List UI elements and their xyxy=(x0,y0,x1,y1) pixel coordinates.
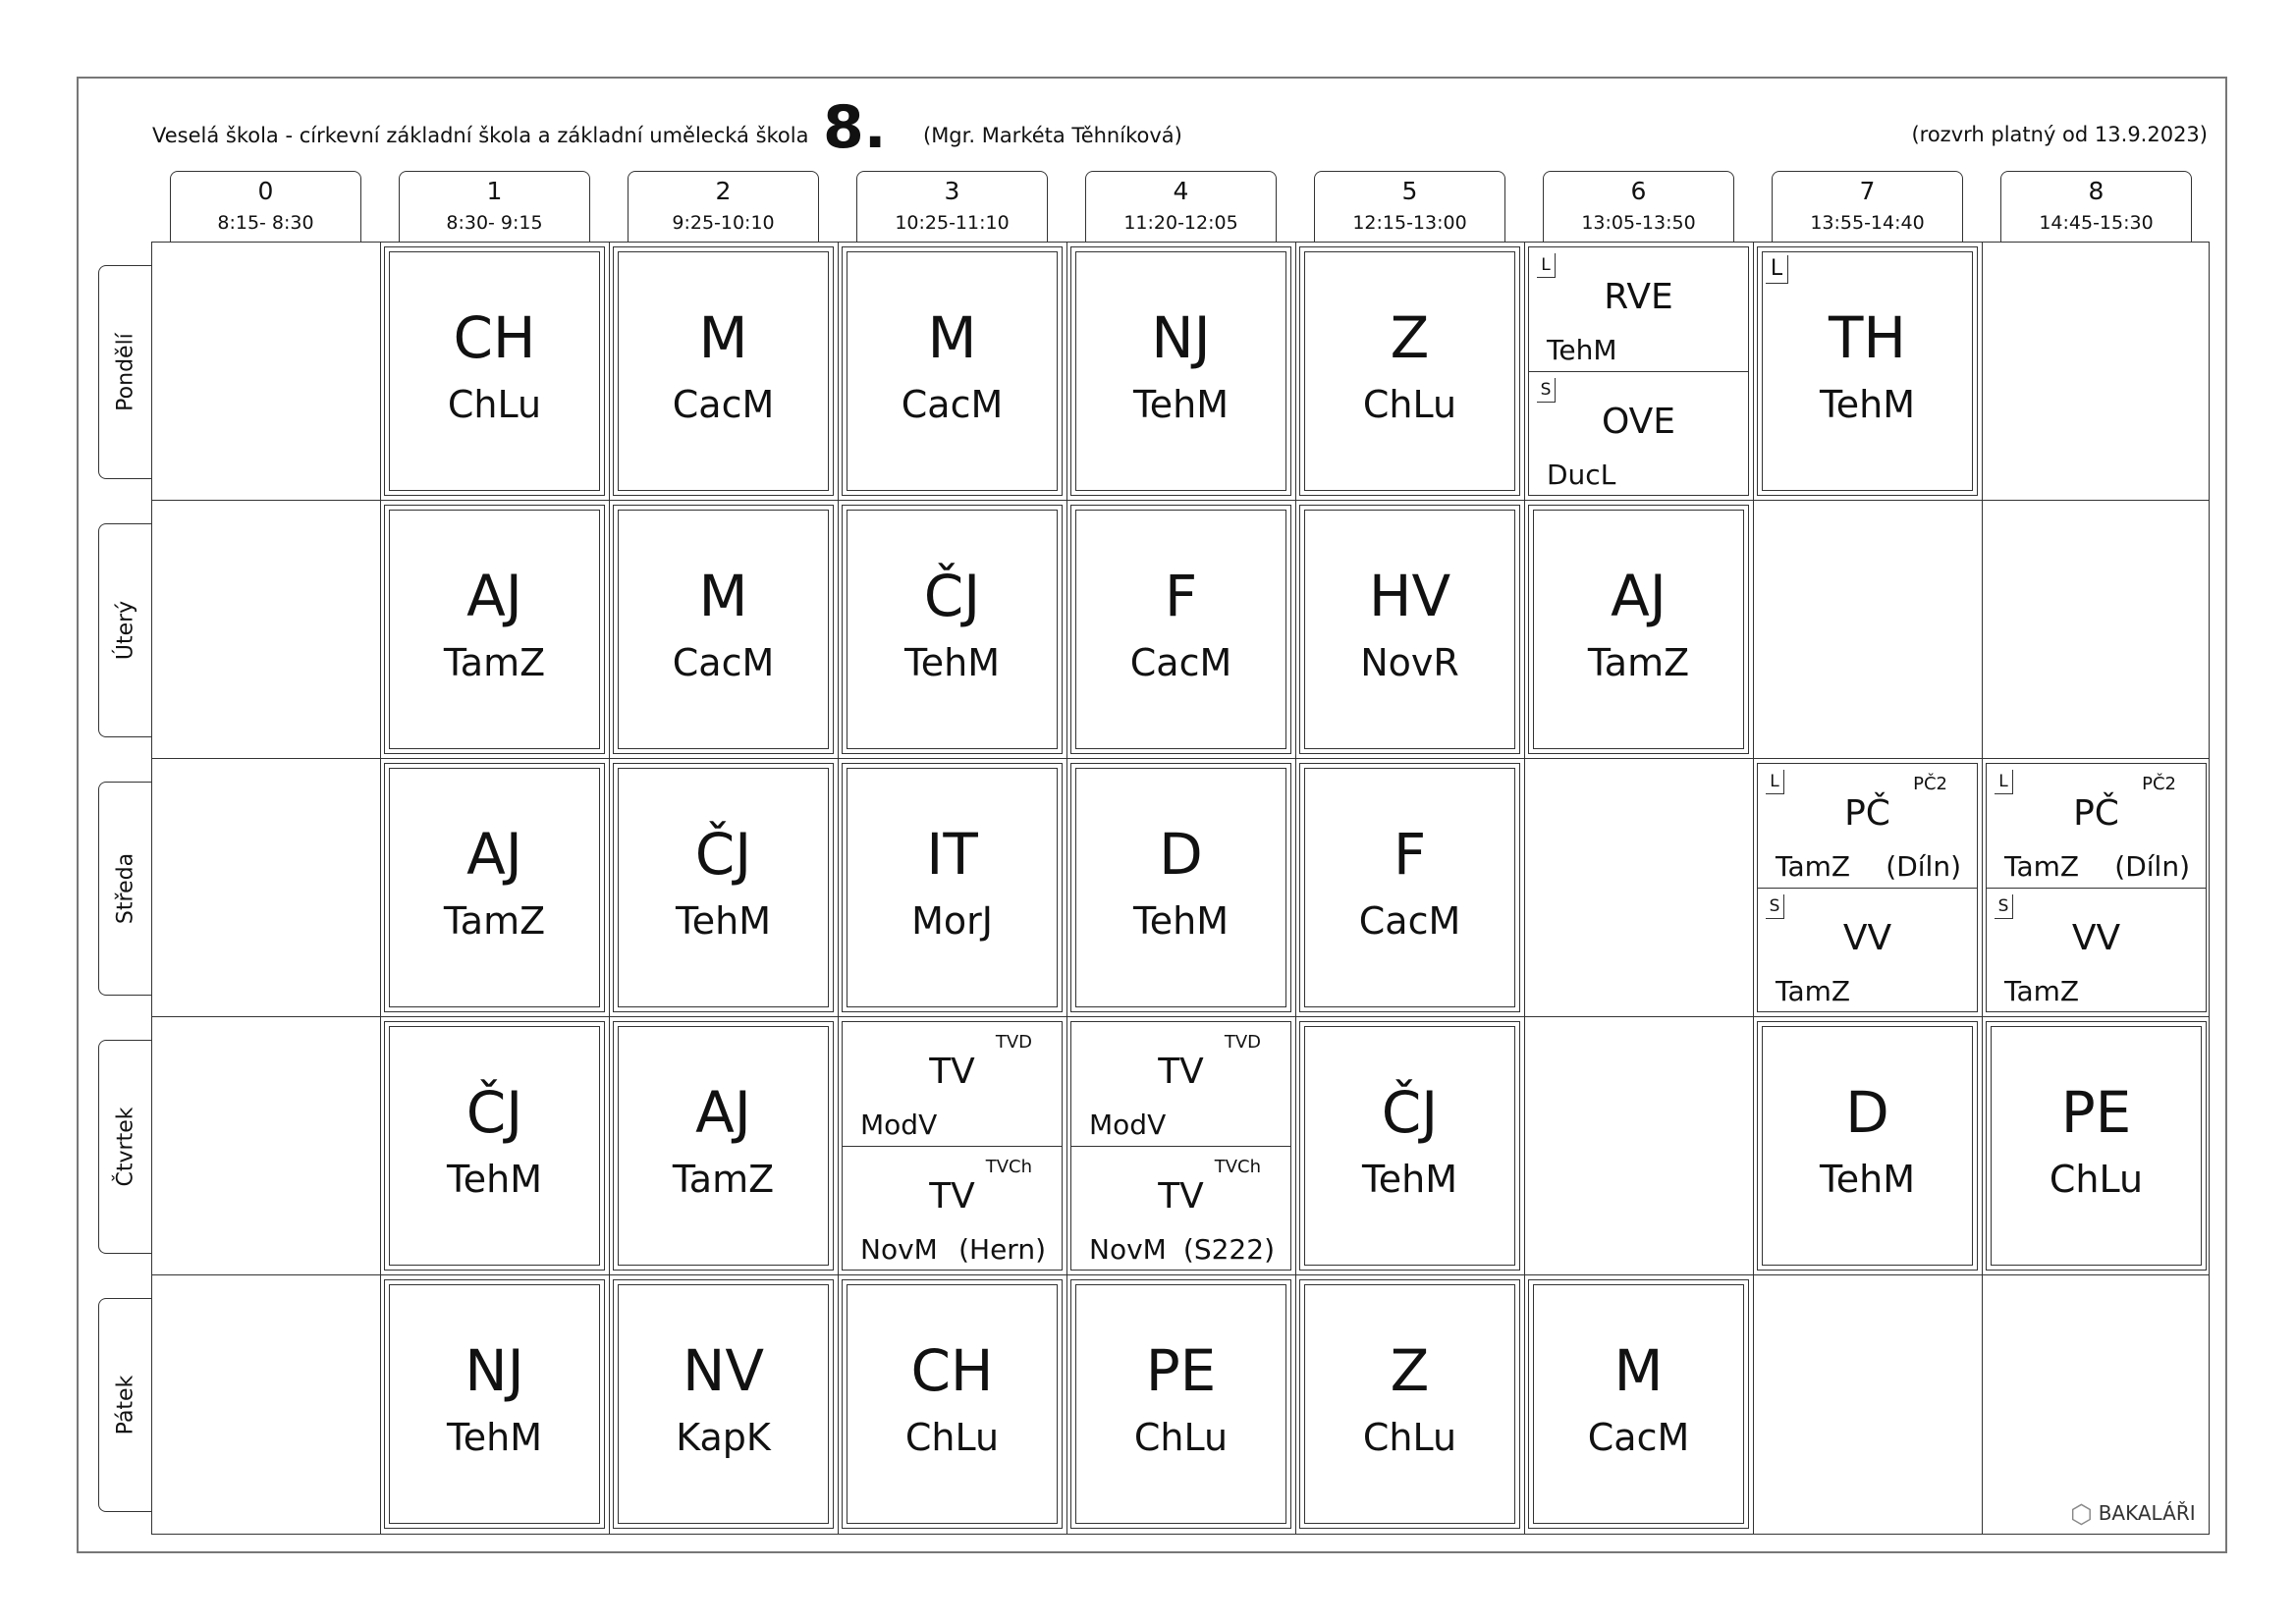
lesson-mon-p2[interactable]: M CacM xyxy=(613,246,834,496)
lesson-fri-p1[interactable]: NJ TehM xyxy=(384,1279,605,1529)
class-teacher: (Mgr. Markéta Těhníková) xyxy=(923,124,1182,147)
lesson-mon-p6[interactable]: L RVE TehM S OVE DucL xyxy=(1528,246,1749,496)
lesson-wed-p7[interactable]: L PČ2 PČ TamZ (Díln) S VV TamZ xyxy=(1757,763,1978,1012)
class-number: 8. xyxy=(823,93,887,162)
lesson-wed-p5[interactable]: F CacM xyxy=(1299,763,1520,1012)
school-name: Veselá škola - církevní základní škola a základní umělecká škola xyxy=(152,124,809,147)
period-tab-1: 1 8:30- 9:15 xyxy=(399,171,590,242)
lesson-tue-p2[interactable]: M CacM xyxy=(613,505,834,754)
lesson-wed-p2[interactable]: ČJ TehM xyxy=(613,763,834,1012)
lesson-thu-p2[interactable]: AJ TamZ xyxy=(613,1021,834,1271)
period-tab-4: 4 11:20-12:05 xyxy=(1085,171,1277,242)
lesson-thu-p5[interactable]: ČJ TehM xyxy=(1299,1021,1520,1271)
lesson-wed-p3[interactable]: IT MorJ xyxy=(842,763,1063,1012)
lesson-tue-p3[interactable]: ČJ TehM xyxy=(842,505,1063,754)
period-tab-0: 0 8:15- 8:30 xyxy=(170,171,361,242)
lesson-tue-p4[interactable]: F CacM xyxy=(1070,505,1291,754)
lesson-tue-p5[interactable]: HV NovR xyxy=(1299,505,1520,754)
lesson-mon-p5[interactable]: Z ChLu xyxy=(1299,246,1520,496)
period-tab-2: 2 9:25-10:10 xyxy=(628,171,819,242)
lesson-thu-p1[interactable]: ČJ TehM xyxy=(384,1021,605,1271)
day-tab-wednesday: Středa xyxy=(98,782,152,996)
lesson-thu-p7[interactable]: D TehM xyxy=(1757,1021,1978,1271)
hexagon-logo-icon: ⬡ xyxy=(2070,1500,2093,1530)
period-tab-3: 3 10:25-11:10 xyxy=(856,171,1048,242)
period-tab-8: 8 14:45-15:30 xyxy=(2000,171,2192,242)
lesson-mon-p4[interactable]: NJ TehM xyxy=(1070,246,1291,496)
lesson-wed-p8[interactable]: L PČ2 PČ TamZ (Díln) S VV TamZ xyxy=(1986,763,2207,1012)
lesson-fri-p6[interactable]: M CacM xyxy=(1528,1279,1749,1529)
lesson-mon-p1[interactable]: CH ChLu xyxy=(384,246,605,496)
lesson-fri-p5[interactable]: Z ChLu xyxy=(1299,1279,1520,1529)
lesson-fri-p2[interactable]: NV KapK xyxy=(613,1279,834,1529)
period-tab-5: 5 12:15-13:00 xyxy=(1314,171,1505,242)
lesson-thu-p8[interactable]: PE ChLu xyxy=(1986,1021,2207,1271)
period-tab-6: 6 13:05-13:50 xyxy=(1543,171,1734,242)
validity-note: (rozvrh platný od 13.9.2023) xyxy=(1911,123,2208,146)
period-tab-7: 7 13:55-14:40 xyxy=(1772,171,1963,242)
day-tab-friday: Pátek xyxy=(98,1298,152,1512)
lesson-thu-p4[interactable]: TVD TV ModV TVCh TV NovM (S222) xyxy=(1070,1021,1291,1271)
lesson-thu-p3[interactable]: TVD TV ModV TVCh TV NovM (Hern) xyxy=(842,1021,1063,1271)
lesson-mon-p7[interactable]: L TH TehM xyxy=(1757,246,1978,496)
lesson-tue-p1[interactable]: AJ TamZ xyxy=(384,505,605,754)
lesson-mon-p3[interactable]: M CacM xyxy=(842,246,1063,496)
lesson-wed-p1[interactable]: AJ TamZ xyxy=(384,763,605,1012)
bakalari-logo: ⬡ BAKALÁŘI xyxy=(2070,1500,2196,1530)
lesson-fri-p4[interactable]: PE ChLu xyxy=(1070,1279,1291,1529)
day-tab-thursday: Čtvrtek xyxy=(98,1040,152,1254)
lesson-tue-p6[interactable]: AJ TamZ xyxy=(1528,505,1749,754)
day-tab-monday: Pondělí xyxy=(98,265,152,479)
lesson-fri-p3[interactable]: CH ChLu xyxy=(842,1279,1063,1529)
day-tab-tuesday: Úterý xyxy=(98,523,152,737)
lesson-wed-p4[interactable]: D TehM xyxy=(1070,763,1291,1012)
